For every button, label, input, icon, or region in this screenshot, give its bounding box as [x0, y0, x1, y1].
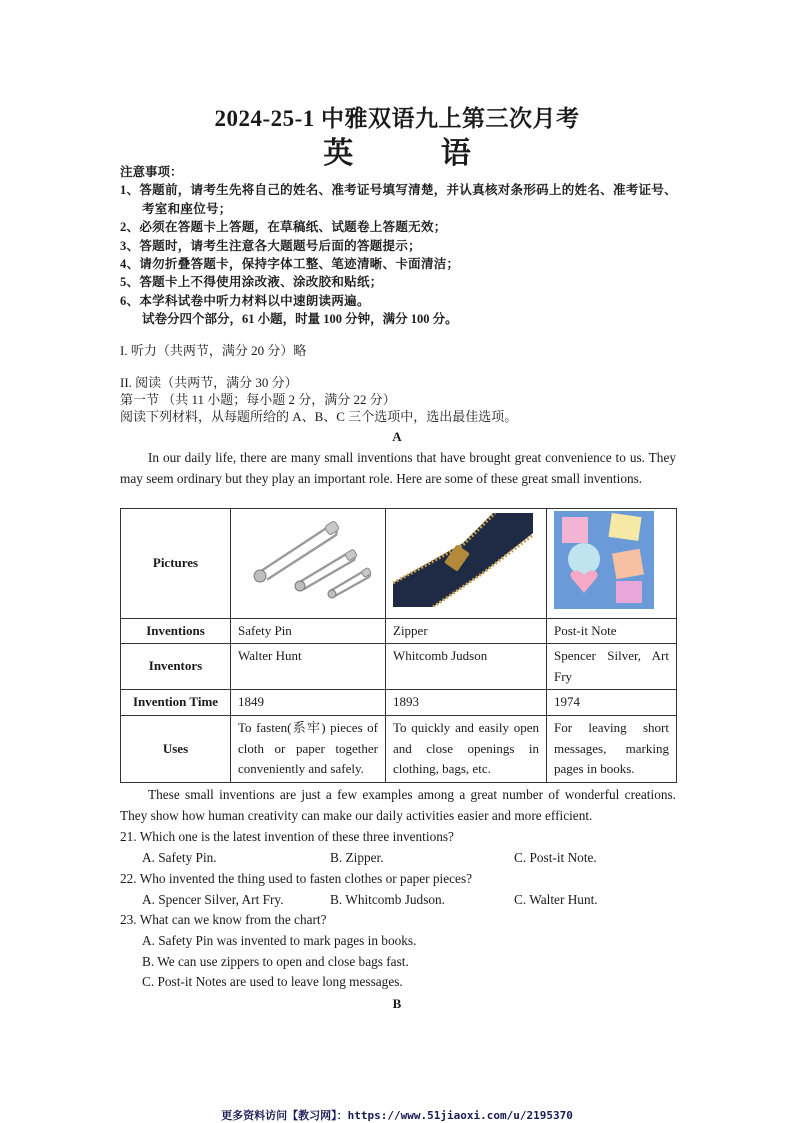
footer-link[interactable]: 更多资料访问【教习网】：https://www.51jiaoxi.com/u/2195370	[221, 1109, 573, 1122]
table-cell: To fasten(系牢) pieces of cloth or paper together conveniently and safely.	[231, 715, 386, 782]
table-cell: Safety Pin	[231, 618, 386, 644]
row-label: Inventions	[121, 618, 231, 644]
note-item: 2、必须在答题卡上答题，在草稿纸、试题卷上答题无效；	[120, 220, 447, 235]
row-label: Uses	[121, 715, 231, 782]
option: C. Post-it Note.	[514, 849, 597, 865]
passage-a-conclusion: These small inventions are just a few examples among a great number of wonderful creations. They show how human creativity can make our daily activities easier and more efficient.	[120, 787, 676, 823]
question-22	[120, 869, 680, 911]
section-title: 第一节 （共 11 小题；每小题 2 分，满分 22 分）	[120, 392, 396, 407]
note-item: 1、答题前，请考生先将自己的姓名、准考证号填写清楚，并认真核对条形码上的姓名、准考证号、考室和座位号；	[120, 183, 677, 216]
table-row	[121, 509, 677, 619]
table-cell: Post-it Note	[547, 618, 677, 644]
zipper-icon	[393, 513, 533, 607]
option: A. Safety Pin.	[142, 849, 217, 865]
notes-heading: 注意事项：	[120, 165, 183, 179]
exam-title: 2024-25-1 中雅双语九上第三次月考	[214, 106, 580, 131]
safety-pin-image	[231, 509, 386, 619]
note-item: 4、请勿折叠答题卡，保持字体工整、笔迹清晰、卡面清洁；	[120, 257, 460, 272]
question-23	[120, 910, 680, 993]
passage-b-label: B	[392, 996, 402, 1011]
option: B. Zipper.	[330, 849, 384, 865]
option: C. Walter Hunt.	[514, 891, 598, 907]
table-cell: For leaving short messages, marking pages in books.	[547, 715, 677, 782]
table-row	[121, 690, 677, 716]
note-item: 5、答题卡上不得使用涂改液、涂改胶和贴纸；	[120, 275, 383, 290]
table-cell: Whitcomb Judson	[386, 644, 547, 690]
table-cell: To quickly and easily open and close openings in clothing, bags, etc.	[386, 715, 547, 782]
table-cell: Spencer Silver, Art Fry	[547, 644, 677, 690]
option: B. Whitcomb Judson.	[330, 891, 445, 907]
question-21	[120, 827, 680, 869]
post-it-image	[547, 509, 677, 619]
row-label: Pictures	[121, 509, 231, 619]
exam-info: 试卷分四个部分，61 小题，时量 100 分钟，满分 100 分。	[142, 312, 458, 327]
part2-reading	[120, 374, 517, 425]
table-row	[121, 644, 677, 690]
subject-title: 英 语	[323, 137, 511, 170]
table-cell: Walter Hunt	[231, 644, 386, 690]
option: A. Safety Pin was invented to mark pages in books.	[142, 932, 417, 948]
table-cell: 1974	[547, 690, 677, 716]
table-row	[121, 618, 677, 644]
section-instruction: 阅读下列材料，从每题所给的 A、B、C 三个选项中，选出最佳选项。	[120, 409, 518, 424]
post-it-icon	[554, 511, 654, 609]
option: B. We can use zippers to open and close bags fast.	[142, 953, 409, 969]
table-cell: 1893	[386, 690, 547, 716]
safety-pin-icon	[238, 515, 378, 605]
row-label: Invention Time	[121, 690, 231, 716]
option: C. Post-it Notes are used to leave long messages.	[142, 974, 403, 990]
question-stem: 22. Who invented the thing used to fasten clothes or paper pieces?	[120, 871, 473, 886]
table-cell: 1849	[231, 690, 386, 716]
table-cell: Zipper	[386, 618, 547, 644]
part2-title: II. 阅读（共两节，满分 30 分）	[120, 375, 298, 390]
question-options	[120, 890, 680, 911]
zipper-image	[386, 509, 547, 619]
row-label: Inventors	[121, 644, 231, 690]
option: A. Spencer Silver, Art Fry.	[142, 891, 284, 907]
inventions-table	[120, 508, 677, 783]
question-options	[120, 848, 680, 869]
part1-listening: I. 听力（共两节，满分 20 分）略	[120, 343, 307, 358]
notes-section	[120, 163, 680, 329]
question-stem: 21. Which one is the latest invention of these three inventions?	[120, 829, 454, 844]
question-stem: 23. What can we know from the chart?	[120, 912, 327, 927]
note-item: 3、答题时，请考生注意各大题题号后面的答题提示；	[120, 238, 421, 253]
note-item: 6、本学科试卷中听力材料以中速朗读两遍。	[120, 293, 370, 308]
passage-a-label: A	[392, 429, 402, 444]
table-row	[121, 715, 677, 782]
passage-a-intro: In our daily life, there are many small inventions that have brought great convenience to us. They may seem ordinary but they play an important role. Here are some of these great small inventions.	[120, 450, 676, 486]
